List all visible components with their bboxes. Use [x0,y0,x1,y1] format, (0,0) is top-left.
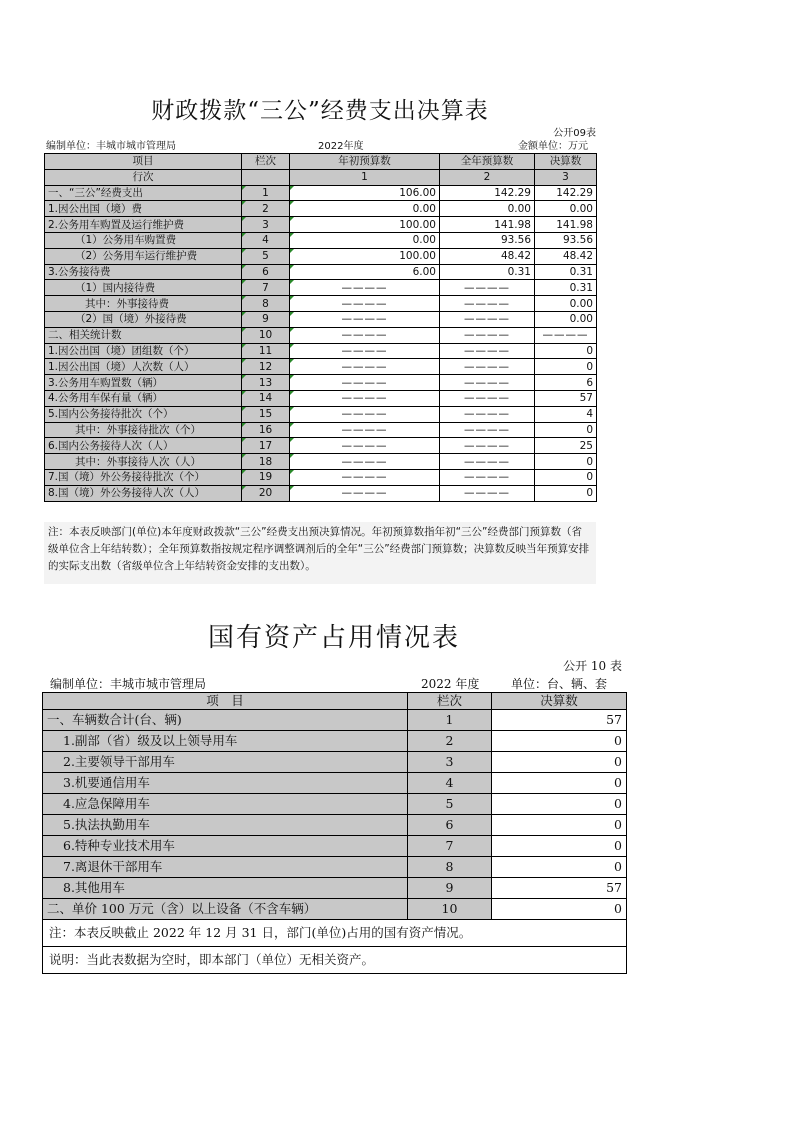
table1-col-number-text: 15 [258,408,273,421]
three-public-expense-table [44,153,597,502]
table1-col-number-text: 9 [262,313,269,326]
table2-row [43,773,627,794]
cell-marker-icon [290,375,294,379]
table1-public-number: 公开09表 [553,128,596,139]
table2-remark-row [43,947,627,974]
table1-header-col: 栏次 [242,154,290,170]
cell-marker-icon [242,375,246,379]
table2-col-number: 1 [408,710,492,731]
table1-final-value: 0.00 [535,296,597,312]
table1-col-number [242,296,290,312]
table1-item-name: （1）国内接待费 [45,280,242,296]
table1-header-final: 决算数 [535,154,597,170]
table2-row [43,878,627,899]
table1-final-value: 93.56 [535,232,597,248]
table1-initial-budget-value [290,454,440,470]
table1-col-number [242,248,290,264]
table1-initial-budget-value [290,422,440,438]
table2-final-value: 0 [492,857,627,878]
table1-row [45,311,597,327]
cell-marker-icon [242,470,246,474]
table2-final-value: 0 [492,899,627,920]
table1-final-value: 48.42 [535,248,597,264]
cell-marker-icon [290,486,294,490]
table1-annual-budget-value: ———— [440,375,535,391]
table2-item-name: 1.副部（省）级及以上领导用车 [43,731,408,752]
table1-item-name: （2）公务用车运行维护费 [45,248,242,264]
cell-marker-icon [242,423,246,427]
table1-row [45,217,597,233]
table1-item-name: 1.因公出国（境）费 [45,201,242,217]
table2-row [43,815,627,836]
table1-initial-budget-value [290,264,440,280]
table1-final-value: 0 [535,343,597,359]
cell-marker-icon [242,201,246,205]
table1-initial-budget-value-text: 100.00 [399,218,436,231]
table1-annual-budget-value: ———— [440,359,535,375]
table2-final-value: 0 [492,794,627,815]
table1-col-number-text: 13 [258,376,273,389]
table2-header-row [43,693,627,710]
table1-final-value: 141.98 [535,217,597,233]
table1-initial-budget-value-text: 6.00 [412,265,436,278]
table1-row [45,185,597,201]
table2-final-value: 0 [492,836,627,857]
table1-annual-budget-value: ———— [440,469,535,485]
table2-header-col: 栏次 [408,693,492,710]
table1-item-name: 3.公务用车购置数（辆） [45,375,242,391]
table1-annual-budget-value: ———— [440,422,535,438]
table1-col-number [242,438,290,454]
table1-initial-budget-value-text: 0.00 [412,234,436,247]
table1-annual-budget-value: ———— [440,454,535,470]
table1-annual-budget-value: ———— [440,327,535,343]
table1-annual-budget-value: ———— [440,280,535,296]
table1-item-name: 其中：外事接待费 [45,296,242,312]
table2-title: 国有资产占用情况表 [207,623,460,653]
table1-item-name: 二、相关统计数 [45,327,242,343]
table1-initial-budget-value-text: ———— [341,471,388,484]
table1-col-number-text: 10 [258,329,273,342]
table1-initial-budget-value [290,438,440,454]
table1-row [45,390,597,406]
table1-item-name: 7.国（境）外公务接待批次（个） [45,469,242,485]
table2-final-value: 57 [492,710,627,731]
table2-col-number: 6 [408,815,492,836]
table1-initial-budget-value [290,327,440,343]
table1-final-value: 0 [535,469,597,485]
cell-marker-icon [290,328,294,332]
table1-row [45,264,597,280]
table1-col-number-text: 19 [258,471,273,484]
table1-final-value: 4 [535,406,597,422]
table1-annual-budget-value: 93.56 [440,232,535,248]
table1-row [45,359,597,375]
table1-year: 2022年度 [318,141,364,152]
table1-col-number-text: 16 [258,423,273,436]
table1-money-unit: 金额单位：万元 [518,141,588,152]
table1-col-number [242,485,290,501]
table2-col-number: 7 [408,836,492,857]
cell-marker-icon [242,280,246,284]
table2-final-value: 0 [492,773,627,794]
cell-marker-icon [290,296,294,300]
cell-marker-icon [290,438,294,442]
cell-marker-icon [242,233,246,237]
table2-final-value: 57 [492,878,627,899]
cell-marker-icon [290,344,294,348]
cell-marker-icon [242,249,246,253]
table1-initial-budget-value-text: ———— [341,423,388,436]
table1-row [45,375,597,391]
table1-initial-budget-value [290,469,440,485]
table2-note-row [43,920,627,947]
table1-item-name: 8.国（境）外公务接待人次（人） [45,485,242,501]
table2-col-number: 8 [408,857,492,878]
cell-marker-icon [242,454,246,458]
table2-row [43,794,627,815]
cell-marker-icon [242,328,246,332]
table1-col-number-text: 17 [258,439,273,452]
table1-initial-budget-value [290,248,440,264]
cell-marker-icon [290,391,294,395]
table1-subheader-blank [242,169,290,185]
cell-marker-icon [290,454,294,458]
table1-annual-budget-value: ———— [440,390,535,406]
table1-row [45,454,597,470]
table1-item-name: 5.国内公务接待批次（个） [45,406,242,422]
table2-item-name: 7.离退休干部用车 [43,857,408,878]
table1-initial-budget-value [290,390,440,406]
table1-initial-budget-value [290,232,440,248]
table1-final-value: 0 [535,485,597,501]
table1-col-number [242,201,290,217]
table1-initial-budget-value-text: 106.00 [399,186,436,199]
table1-initial-budget-value-text: ———— [341,344,388,357]
table1-row [45,296,597,312]
table1-item-name: 一、“三公”经费支出 [45,185,242,201]
table2-measure-unit: 单位：台、辆、套 [511,677,608,691]
table2-header-item: 项 目 [43,693,408,710]
table1-col-number [242,232,290,248]
table1-col-number-text: 5 [262,250,269,263]
table2-row [43,836,627,857]
state-assets-table [42,692,627,974]
table1-row [45,280,597,296]
table1-final-value: 0.31 [535,280,597,296]
table1-initial-budget-value-text: ———— [341,455,388,468]
table1-annual-budget-value: 141.98 [440,217,535,233]
table1-initial-budget-value [290,375,440,391]
table2-item-name: 6.特种专业技术用车 [43,836,408,857]
table1-row [45,469,597,485]
cell-marker-icon [242,344,246,348]
table1-item-name: 3.公务接待费 [45,264,242,280]
table2-row [43,731,627,752]
table1-subheader-1: 1 [290,169,440,185]
table2-final-value: 0 [492,752,627,773]
table2-item-name: 2.主要领导干部用车 [43,752,408,773]
table1-initial-budget-value-text: ———— [341,439,388,452]
table1-item-name: （1）公务用车购置费 [45,232,242,248]
table1-annual-budget-value: 48.42 [440,248,535,264]
cell-marker-icon [242,391,246,395]
table1-final-value: 0.00 [535,311,597,327]
table1-col-number [242,375,290,391]
table1-col-number [242,185,290,201]
table2-note: 注：本表反映截止 2022 年 12 月 31 日，部门(单位)占用的国有资产情况。 [43,920,627,947]
cell-marker-icon [290,186,294,190]
table1-initial-budget-value-text: ———— [341,297,388,310]
cell-marker-icon [290,312,294,316]
table1-row [45,201,597,217]
table1-col-number-text: 20 [258,487,273,500]
table1-item-name: 其中：外事接待批次（个） [45,422,242,438]
table1-initial-budget-value-text: ———— [341,487,388,500]
cell-marker-icon [242,265,246,269]
table1-col-number-text: 11 [258,344,273,357]
table1-col-number [242,311,290,327]
table1-initial-budget-value-text: ———— [341,281,388,294]
table1-initial-budget-value [290,485,440,501]
table1-initial-budget-value-text: ———— [341,329,388,342]
table1-col-number-text: 12 [258,360,273,373]
table2-item-name: 二、单价 100 万元（含）以上设备（不含车辆） [43,899,408,920]
table1-final-value: 6 [535,375,597,391]
cell-marker-icon [242,359,246,363]
table1-final-value: 57 [535,390,597,406]
table2-item-name: 8.其他用车 [43,878,408,899]
table2-col-number: 3 [408,752,492,773]
table1-item-name: 1.因公出国（境）团组数（个） [45,343,242,359]
table1-header-annual-budget: 全年预算数 [440,154,535,170]
table1-annual-budget-value: ———— [440,311,535,327]
table1-header-initial-budget: 年初预算数 [290,154,440,170]
table1-col-number [242,343,290,359]
table1-col-number [242,469,290,485]
table2-final-value: 0 [492,731,627,752]
table1-initial-budget-value [290,217,440,233]
table1-subheader-2: 2 [440,169,535,185]
table1-col-number [242,390,290,406]
table1-col-number [242,217,290,233]
table2-unit: 编制单位：丰城市城市管理局 [50,677,207,691]
table1-final-value: 0.31 [535,264,597,280]
table1-annual-budget-value: 0.31 [440,264,535,280]
table1-annual-budget-value: ———— [440,485,535,501]
cell-marker-icon [242,407,246,411]
table1-col-number-text: 14 [258,392,273,405]
cell-marker-icon [290,265,294,269]
table1-note: 注：本表反映部门(单位)本年度财政拨款“三公”经费支出预决算情况。年初预算数指年初“三公”经费部门预算数（省级单位含上年结转数）；全年预算数指按规定程序调整调剂后的全年“三公”经费部门预算数；决算数反映当年预算安排的实际支出数（省级单位含上年结转资金安排的支出数）。 [44,522,596,584]
table1-col-number [242,406,290,422]
table1-initial-budget-value [290,296,440,312]
cell-marker-icon [290,423,294,427]
cell-marker-icon [290,249,294,253]
table1-final-value: ———— [535,327,597,343]
table1-initial-budget-value-text: 100.00 [399,250,436,263]
table1-row [45,438,597,454]
table2-row [43,752,627,773]
table1-header-item: 项目 [45,154,242,170]
table1-row [45,248,597,264]
table1-annual-budget-value: ———— [440,296,535,312]
table2-item-name: 3.机要通信用车 [43,773,408,794]
table2-row [43,899,627,920]
table1-initial-budget-value [290,185,440,201]
table1-row [45,327,597,343]
table2-row [43,857,627,878]
table1-final-value: 142.29 [535,185,597,201]
table1-annual-budget-value: ———— [440,343,535,359]
cell-marker-icon [290,470,294,474]
table1-row [45,232,597,248]
table1-initial-budget-value-text: ———— [341,408,388,421]
table1-col-number [242,280,290,296]
table2-col-number: 5 [408,794,492,815]
table2-header-final: 决算数 [492,693,627,710]
table1-col-number [242,359,290,375]
table2-col-number: 10 [408,899,492,920]
table1-final-value: 0.00 [535,201,597,217]
cell-marker-icon [242,312,246,316]
cell-marker-icon [242,438,246,442]
table1-col-number [242,454,290,470]
cell-marker-icon [290,280,294,284]
table1-initial-budget-value [290,406,440,422]
cell-marker-icon [242,486,246,490]
table1-col-number [242,422,290,438]
table1-annual-budget-value: ———— [440,438,535,454]
table1-col-number-text: 18 [258,455,273,468]
table1-initial-budget-value [290,280,440,296]
table1-row [45,422,597,438]
cell-marker-icon [290,359,294,363]
table2-item-name: 一、车辆数合计(台、辆) [43,710,408,731]
table1-title: 财政拨款“三公”经费支出决算表 [151,98,489,124]
table1-initial-budget-value-text: 0.00 [412,202,436,215]
table1-annual-budget-value: 142.29 [440,185,535,201]
table1-initial-budget-value-text: ———— [341,392,388,405]
table1-final-value: 25 [535,438,597,454]
table1-initial-budget-value-text: ———— [341,360,388,373]
table1-col-number-text: 6 [262,265,269,278]
table1-row [45,406,597,422]
table2-public-number: 公开 10 表 [563,659,622,673]
table1-initial-budget-value-text: ———— [341,313,388,326]
table1-col-number [242,264,290,280]
table1-col-number [242,327,290,343]
table1-col-number-text: 3 [262,218,269,231]
table1-item-name: 4.公务用车保有量（辆） [45,390,242,406]
table1-final-value: 0 [535,359,597,375]
cell-marker-icon [290,233,294,237]
table1-col-number-text: 1 [262,186,269,199]
table2-year: 2022 年度 [421,677,480,691]
table1-item-name: 1.因公出国（境）人次数（人） [45,359,242,375]
table2-col-number: 4 [408,773,492,794]
cell-marker-icon [242,186,246,190]
table1-unit: 编制单位：丰城市城市管理局 [46,141,176,152]
table2-col-number: 2 [408,731,492,752]
cell-marker-icon [290,217,294,221]
table1-subheader-row [45,169,597,185]
table1-header-row [45,154,597,170]
cell-marker-icon [242,217,246,221]
table1-col-number-text: 8 [262,297,269,310]
table1-item-name: 其中：外事接待人次（人） [45,454,242,470]
table1-col-number-text: 4 [262,234,269,247]
table1-item-name: 6.国内公务接待人次（人） [45,438,242,454]
cell-marker-icon [290,407,294,411]
cell-marker-icon [290,201,294,205]
table1-initial-budget-value-text: ———— [341,376,388,389]
table2-item-name: 5.执法执勤用车 [43,815,408,836]
table1-row [45,485,597,501]
table1-item-name: 2.公务用车购置及运行维护费 [45,217,242,233]
table1-final-value: 0 [535,422,597,438]
table1-annual-budget-value: 0.00 [440,201,535,217]
table1-initial-budget-value [290,201,440,217]
table1-final-value: 0 [535,454,597,470]
table2-remark: 说明：当此表数据为空时，即本部门（单位）无相关资产。 [43,947,627,974]
table1-col-number-text: 2 [262,202,269,215]
table1-row [45,343,597,359]
table2-final-value: 0 [492,815,627,836]
cell-marker-icon [242,296,246,300]
table1-initial-budget-value [290,343,440,359]
table1-subheader-3: 3 [535,169,597,185]
table1-initial-budget-value [290,311,440,327]
table1-annual-budget-value: ———— [440,406,535,422]
table2-col-number: 9 [408,878,492,899]
table2-row [43,710,627,731]
table1-col-number-text: 7 [262,281,269,294]
table1-item-name: （2）国（境）外接待费 [45,311,242,327]
table1-subheader-rowno: 行次 [45,169,242,185]
table2-item-name: 4.应急保障用车 [43,794,408,815]
table1-initial-budget-value [290,359,440,375]
